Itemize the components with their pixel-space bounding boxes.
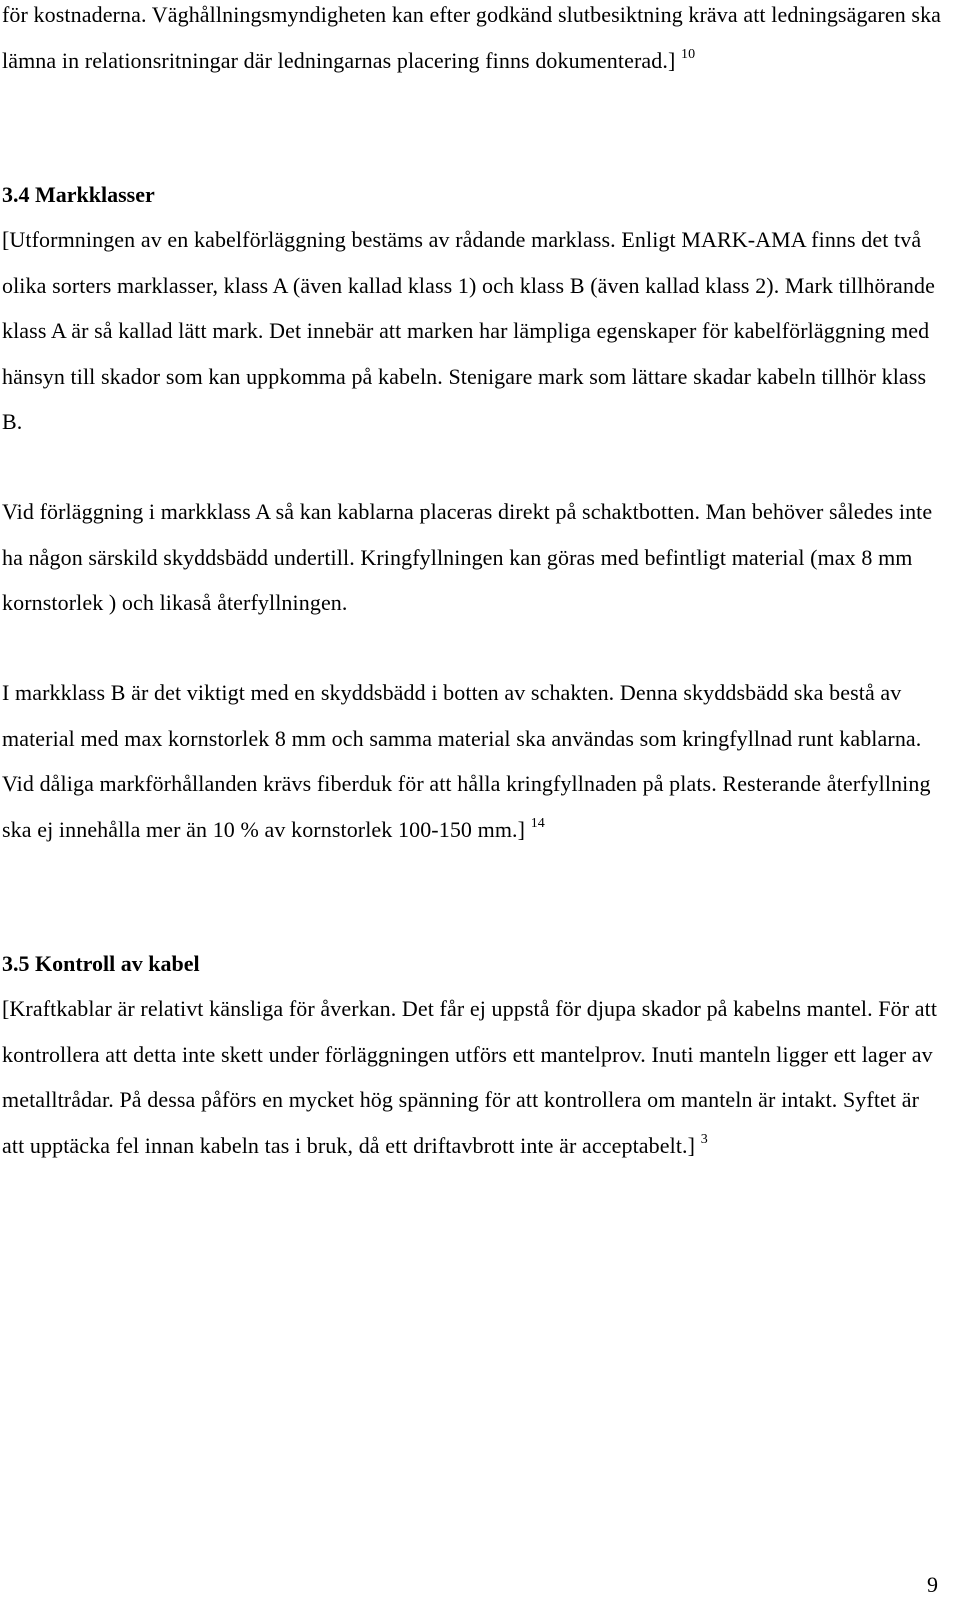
footnote-ref-10: 10 — [681, 46, 696, 62]
footnote-ref-14: 14 — [530, 815, 545, 831]
kontroll-paragraph-1 — [2, 986, 942, 1168]
markklasser-paragraph-3 — [2, 670, 942, 852]
markklasser-paragraph-2: Vid förläggning i markklass A så kan kablarna placeras direkt på schaktbotten. Man behöver således inte ha någon särskild skyddsbädd undertill. Kringfyllningen kan göras med befintligt material (max 8 mm kornstorlek ) och likaså återfyllningen. — [2, 499, 933, 615]
page-number: 9 — [927, 1572, 938, 1597]
section-heading-3-4: 3.4 Markklasser — [2, 182, 155, 207]
section-heading-3-5: 3.5 Kontroll av kabel — [2, 951, 200, 976]
intro-paragraph-text: för kostnaderna. Väghållningsmyndigheten kan efter godkänd slutbesiktning kräva att ledningsägaren ska lämna in relationsritningar där ledningarnas placering finns dokumenterad.] — [2, 2, 942, 73]
footnote-ref-3: 3 — [700, 1131, 708, 1147]
intro-paragraph — [2, 0, 942, 83]
markklasser-paragraph-3-text: I markklass B är det viktigt med en skyddsbädd i botten av schakten. Denna skyddsbädd ska bestå av material med max kornstorlek 8 mm och samma material ska användas som kringfyllnad runt kablarna. Vid dåliga markförhållanden krävs fiberduk för att hålla kringfyllnaden på plats. Resterande återfyllning ska ej innehålla mer än 10 % av kornstorlek 100-150 mm.] — [2, 680, 931, 842]
markklasser-paragraph-1: [Utformningen av en kabelförläggning bestäms av rådande marklass. Enligt MARK-AMA finns det två olika sorters marklasser, klass A (även kallad klass 1) och klass B (även kallad klass 2). Mark tillhörande klass A är så kallad lätt mark. Det innebär att marken har lämpliga egenskaper för kabelförläggning med hänsyn till skador som kan uppkomma på kabeln. Stenigare mark som lättare skadar kabeln tillhör klass B. — [2, 227, 935, 434]
kontroll-paragraph-1-text: [Kraftkablar är relativt känsliga för åverkan. Det får ej uppstå för djupa skador på kabelns mantel. För att kontrollera att detta inte skett under förläggningen utförs ett mantelprov. Inuti manteln ligger ett lager av metalltrådar. På dessa påförs en mycket hög spänning för att kontrollera om manteln är intakt. Syftet är att upptäcka fel innan kabeln tas i bruk, då ett driftavbrott inte är acceptabelt.] — [2, 996, 938, 1158]
